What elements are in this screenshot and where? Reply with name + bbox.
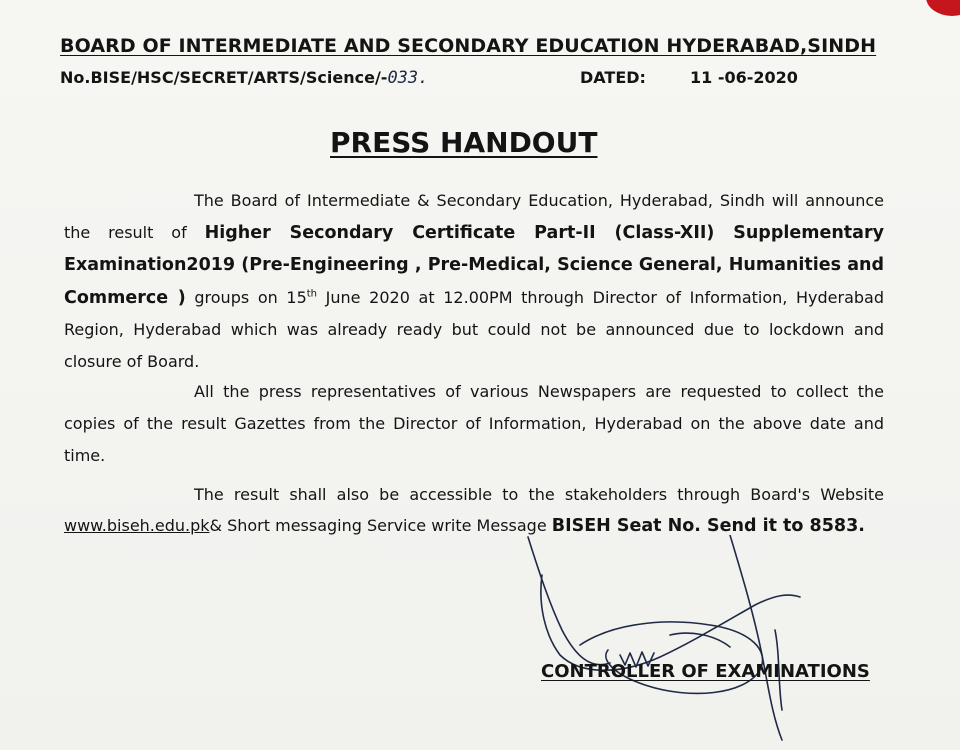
document-title: PRESS HANDOUT [330,126,598,159]
handwritten-signature [520,535,820,745]
para3-sms-instruction: BISEH Seat No. Send it to 8583. [551,516,865,536]
dated-value: 11 -06-2020 [690,68,798,87]
reference-number [60,68,428,88]
red-corner-mark [926,0,960,16]
paragraph-press-request [64,376,884,472]
dated-label: DATED: [580,68,646,87]
para2-text: All the press representatives of various Newspapers are requested to collect the copies of the result Gazettes from the Director of Information, Hyderabad on the above date and time. [64,382,884,465]
para1-ordinal-suffix: th [306,288,318,300]
reference-number-handwritten: 033. [387,68,429,88]
para1-text-3: June 2020 at 12.00PM through Director of Information, Hyderabad Region, Hyderabad which was already ready but could not be announced due to lockdown and closure of Board. [64,287,884,371]
para3-text-2: & Short messaging Service write Message [209,516,552,535]
para1-exam-name: Higher Secondary Certificate Part-II (Class-XII) Supplementary Examination2019 (Pre-Engineering , Pre-Medical, Science General, Humanities and Commerce ) [64,222,884,308]
para1-text-1: The Board of Intermediate & Secondary Education, Hyderabad, Sindh will announce the result of [64,191,884,242]
controller-of-examinations: CONTROLLER OF EXAMINATIONS [541,661,870,682]
paragraph-website-sms [64,479,884,542]
reference-line [60,68,900,92]
para1-text-2: groups on 15 [185,287,307,307]
board-name-heading: BOARD OF INTERMEDIATE AND SECONDARY EDUCATION HYDERABAD,SINDH [60,35,877,57]
reference-number-printed: No.BISE/HSC/SECRET/ARTS/Science/- [60,68,388,87]
paragraph-result-announcement [64,185,884,377]
website-link[interactable]: www.biseh.edu.pk [64,516,210,535]
para3-text-1: The result shall also be accessible to the stakeholders through Board's Website [194,485,884,504]
